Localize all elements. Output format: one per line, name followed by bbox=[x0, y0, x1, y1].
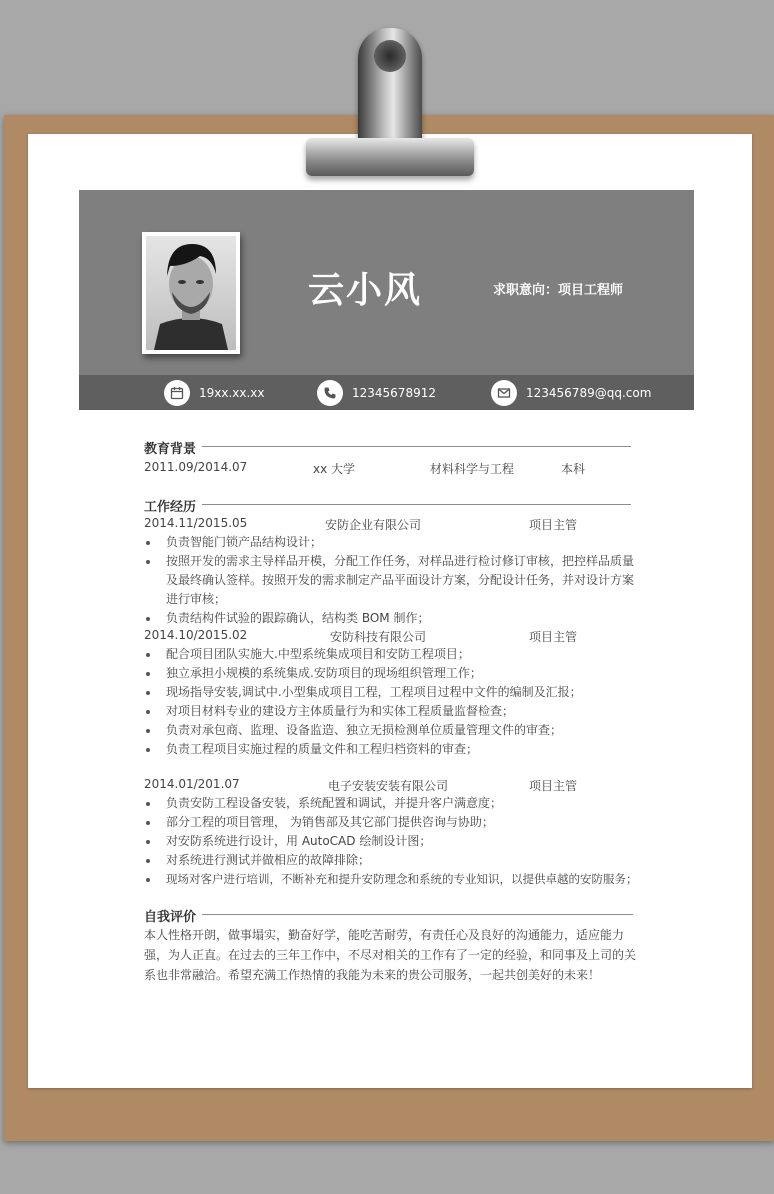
job-3-role: 项目主管 bbox=[529, 779, 578, 793]
list-item: 负责安防工程设备安装，系统配置和调试，并提升客户满意度； bbox=[144, 794, 654, 813]
self-eval-rule bbox=[144, 914, 633, 915]
portrait-image bbox=[146, 236, 236, 350]
education-date: 2011.09/2014.07 bbox=[144, 460, 248, 474]
job-1-role: 项目主管 bbox=[529, 518, 578, 532]
job-2-date: 2014.10/2015.02 bbox=[144, 628, 248, 642]
education-school: xx 大学 bbox=[313, 462, 356, 476]
work-rule bbox=[144, 504, 631, 505]
self-eval-title: 自我评价 bbox=[144, 906, 202, 925]
phone-text: 12345678912 bbox=[352, 386, 436, 400]
list-item: 对安防系统进行设计，用 AutoCAD 绘制设计图； bbox=[144, 832, 654, 851]
calendar-icon bbox=[164, 380, 190, 406]
education-rule bbox=[144, 446, 631, 447]
job-3-duties bbox=[144, 794, 654, 889]
list-item: 对项目材料专业的建设方主体质量行为和实体工程质量监督检查； bbox=[144, 702, 644, 721]
education-degree: 本科 bbox=[561, 462, 586, 476]
contact-phone bbox=[317, 380, 436, 406]
job-2-role: 项目主管 bbox=[529, 630, 578, 644]
list-item: 部分工程的项目管理， 为销售部及其它部门提供咨询与协助； bbox=[144, 813, 654, 832]
education-major: 材料科学与工程 bbox=[430, 462, 515, 476]
list-item: 负责智能门锁产品结构设计； bbox=[144, 533, 644, 552]
job-2-duties bbox=[144, 645, 644, 759]
job-2-company: 安防科技有限公司 bbox=[330, 630, 427, 644]
self-eval-text: 本人性格开朗，做事塌实，勤奋好学，能吃苦耐劳，有责任心及良好的沟通能力，适应能力强，为人正直。在过去的三年工作中，不尽对相关的工作有了一定的经验，和同事及上司的关系也非常融洽。希望充满工作热情的我能为未来的贵公司服务，一起共创美好的未来！ bbox=[144, 928, 637, 982]
mail-icon bbox=[491, 380, 517, 406]
job-1-duties bbox=[144, 533, 644, 628]
profile-photo bbox=[142, 232, 240, 354]
job-3-company: 电子安装安装有限公司 bbox=[328, 779, 449, 793]
binder-clip bbox=[306, 138, 474, 176]
phone-icon bbox=[317, 380, 343, 406]
list-item: 独立承担小规模的系统集成.安防项目的现场组织管理工作； bbox=[144, 664, 644, 683]
job-3-date: 2014.01/201.07 bbox=[144, 777, 240, 791]
contact-email bbox=[491, 380, 651, 406]
education-title: 教育背景 bbox=[144, 438, 202, 457]
birthday-text: 19xx.xx.xx bbox=[199, 386, 265, 400]
list-item: 现场指导安装,调试中.小型集成项目工程，工程项目过程中文件的编制及汇报； bbox=[144, 683, 644, 702]
list-item: 现场对客户进行培训，不断补充和提升安防理念和系统的专业知识，以提供卓越的安防服务； bbox=[144, 870, 654, 889]
job-intent: 求职意向：项目工程师 bbox=[493, 283, 624, 298]
list-item: 负责结构件试验的跟踪确认，结构类 BOM 制作； bbox=[144, 609, 644, 628]
job-1-company: 安防企业有限公司 bbox=[325, 518, 422, 532]
clip-hole bbox=[374, 40, 406, 72]
contact-birthday bbox=[164, 380, 265, 406]
job-1-date: 2014.11/2015.05 bbox=[144, 516, 248, 530]
list-item: 对系统进行测试并做相应的故障排除； bbox=[144, 851, 654, 870]
list-item: 负责对承包商、监理、设备监造、独立无损检测单位质量管理文件的审查； bbox=[144, 721, 644, 740]
email-text: 123456789@qq.com bbox=[526, 386, 652, 400]
work-title: 工作经历 bbox=[144, 496, 202, 515]
list-item: 负责工程项目实施过程的质量文件和工程归档资料的审查； bbox=[144, 740, 644, 759]
list-item: 配合项目团队实施大.中型系统集成项目和安防工程项目； bbox=[144, 645, 644, 664]
list-item: 按照开发的需求主导样品开模，分配工作任务，对样品进行检讨修订审核，把控样品质量及最终确认签样。按照开发的需求制定产品平面设计方案，分配设计任务，并对设计方案进行审核； bbox=[144, 552, 644, 609]
candidate-name: 云小风 bbox=[308, 270, 423, 311]
